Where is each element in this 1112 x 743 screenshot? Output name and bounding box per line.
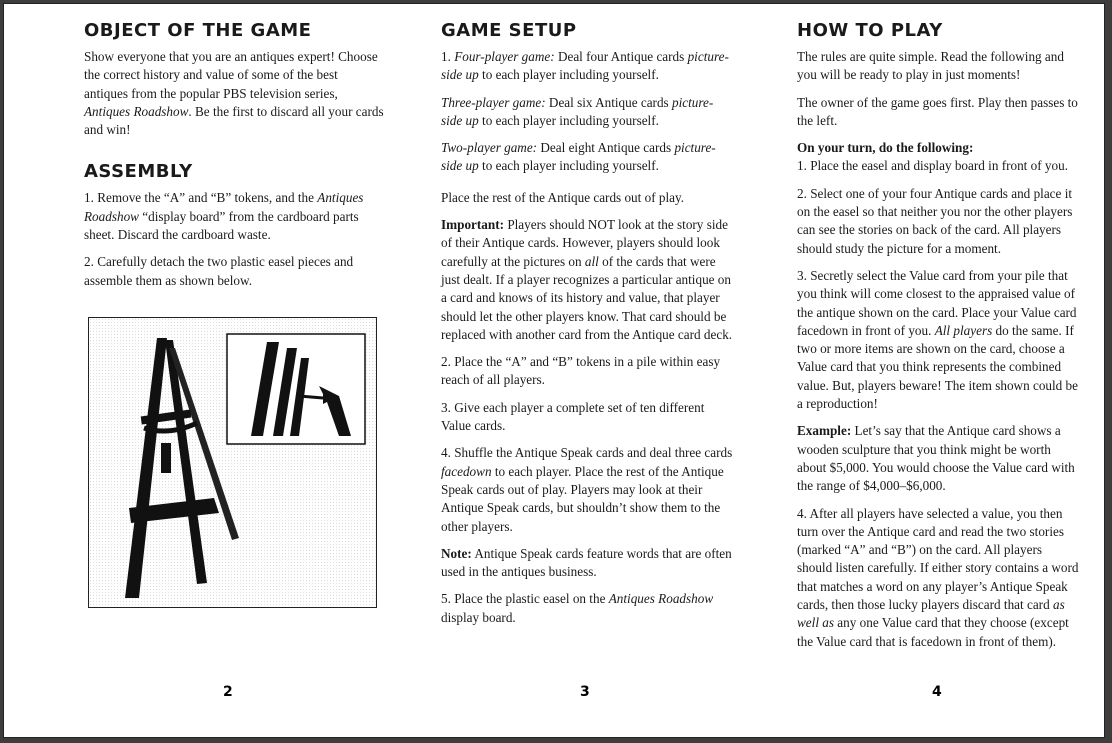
page-3-column bbox=[441, 20, 733, 636]
play-turn-order: The owner of the game goes first. Play then passes to the left. bbox=[797, 94, 1078, 128]
page-number-2: 2 bbox=[223, 684, 233, 700]
setup-step-4: 4. Shuffle the Antique Speak cards and deal three cards facedown to each player. Place the rest of the Antique Speak cards out of play. Players may look at their Antique Speak cards, but shouldn’t show them to the other players. bbox=[441, 445, 733, 534]
easel-illustration bbox=[88, 317, 377, 608]
object-paragraph: Show everyone that you are an antiques expert! Choose the correct history and value of some of the best antiques from the popular PBS television series, Antiques Roadshow. Be the first to discard all your cards and win! bbox=[84, 49, 384, 138]
assembly-step-1: 1. Remove the “A” and “B” tokens, and the Antiques Roadshow “display board” from the cardboard parts sheet. Discard the cardboard waste. bbox=[84, 190, 364, 243]
page-2-column bbox=[84, 20, 384, 299]
setup-rest-out: Place the rest of the Antique cards out of play. bbox=[441, 189, 685, 205]
setup-two-player: Two-player game: Deal eight Antique cards picture-side up to each player including yourself. bbox=[441, 140, 716, 174]
play-step-3: 3. Secretly select the Value card from your pile that you think will come closest to the appraised value of the antique shown on the card. Place your Value card facedown in front of you. All players do the same. If two or more items are shown on the card, choose a Value card that you think represents the combined value. But, players beware! The item shown could be a reproduction! bbox=[797, 267, 1079, 412]
setup-note: Note: Antique Speak cards feature words that are often used in the antiques business. bbox=[441, 545, 732, 580]
play-step-1: 1. Place the easel and display board in front of you. bbox=[797, 158, 1069, 174]
play-intro: The rules are quite simple. Read the following and you will be ready to play in just moments! bbox=[797, 49, 1064, 83]
setup-important: Important: Players should NOT look at the story side of their Antique cards. However, players should look carefully at the pictures on all of the cards that were just dealt. If a player recognizes a particular antique on a card and knows of its history and value, that player should let the other players know. That card should be replaced with another card from the Antique card deck. bbox=[441, 217, 733, 342]
setup-step-3: 3. Give each player a complete set of ten different Value cards. bbox=[441, 399, 705, 434]
play-step-2: 2. Select one of your four Antique cards and place it on the easel so that neither you nor the other players can see the stories on back of the card. All players should study the picture for a moment. bbox=[797, 185, 1073, 256]
setup-three-player: Three-player game: Deal six Antique cards picture-side up to each player including yourself. bbox=[441, 94, 714, 128]
page-4-column bbox=[797, 20, 1079, 660]
easel-drawing bbox=[89, 318, 376, 607]
setup-four-player: 1. Four-player game: Deal four Antique cards picture-side up to each player including yourself. bbox=[441, 49, 729, 83]
play-heading: HOW TO PLAY bbox=[797, 20, 943, 41]
assembly-step-2: 2. Carefully detach the two plastic easel pieces and assemble them as shown below. bbox=[84, 254, 354, 288]
assembly-heading: ASSEMBLY bbox=[84, 161, 193, 183]
setup-heading: GAME SETUP bbox=[441, 20, 577, 41]
play-example: Example: Let’s say that the Antique card shows a wooden sculpture that you think might be worth about $5,000. You would choose the Value card with the range of $4,000–$6,000. bbox=[797, 423, 1075, 494]
setup-step-5: 5. Place the plastic easel on the Antiques Roadshow display board. bbox=[441, 591, 714, 625]
page-number-4: 4 bbox=[932, 684, 942, 700]
object-heading: OBJECT OF THE GAME bbox=[84, 20, 312, 41]
play-turn-heading: On your turn, do the following: bbox=[797, 140, 974, 156]
booklet-spread bbox=[4, 4, 1104, 737]
play-step-4: 4. After all players have selected a value, you then turn over the Antique card and read the two stories (marked “A” and “B”) on the card. All players should listen carefully. If either story contains a word that matches a word on any player’s Antique Speak cards, then those lucky players discard that card as well as any one Value card that they choose (except the Value card that is facedown in front of them). bbox=[797, 505, 1079, 649]
page-number-3: 3 bbox=[580, 684, 590, 700]
setup-step-2: 2. Place the “A” and “B” tokens in a pile within easy reach of all players. bbox=[441, 354, 721, 388]
